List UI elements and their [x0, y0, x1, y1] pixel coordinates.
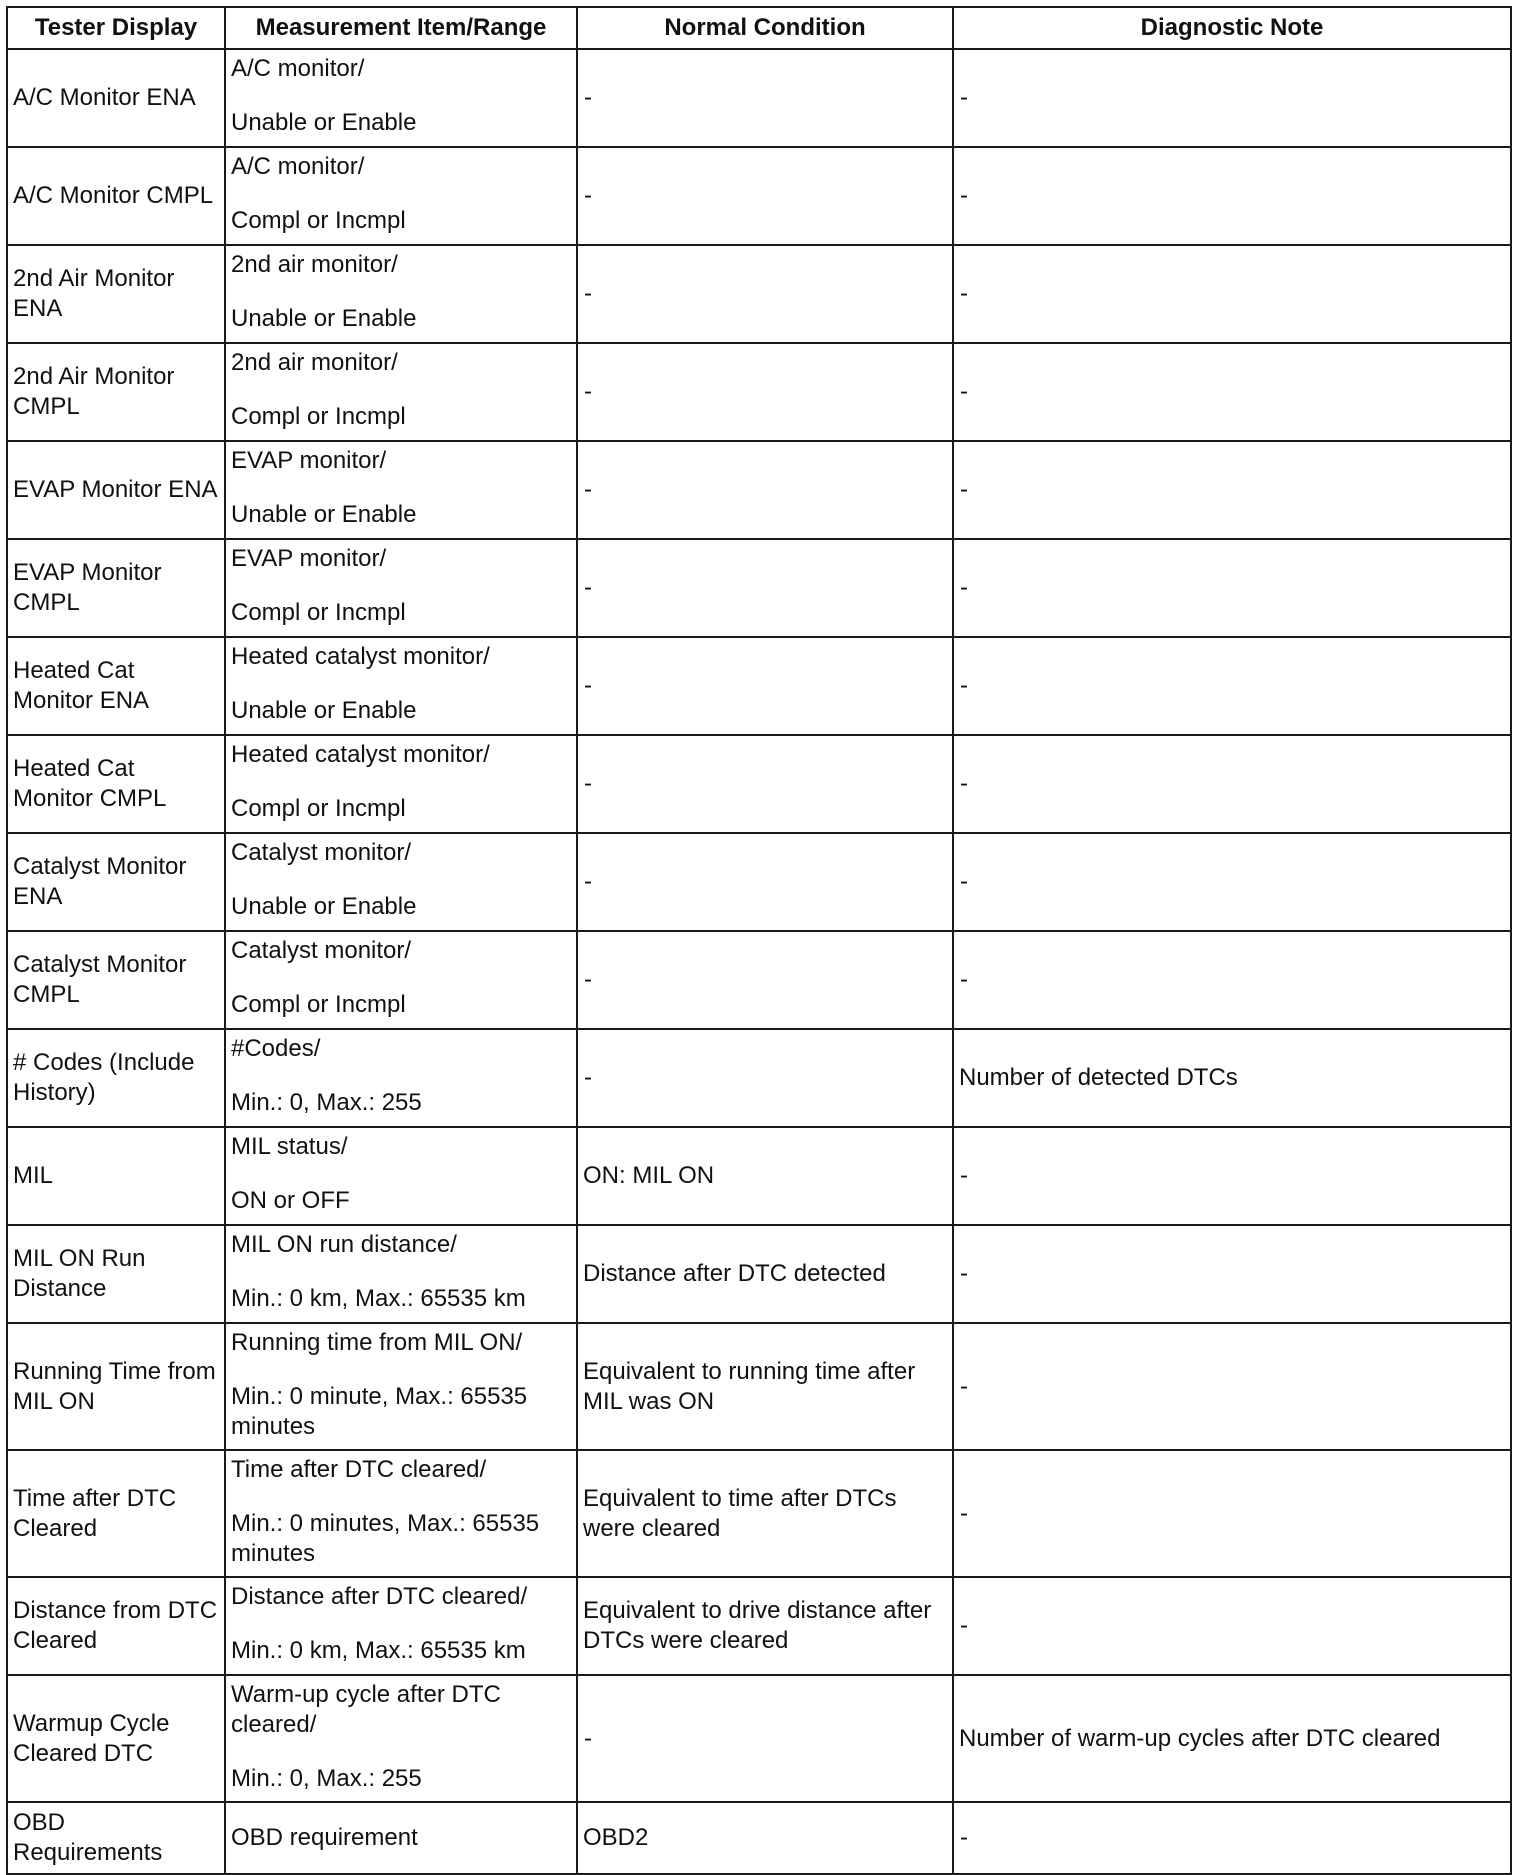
measurement-item: EVAP monitor/	[231, 447, 387, 474]
cell-diagnostic-note: -	[953, 1225, 1511, 1323]
cell-measurement-item-range	[225, 1225, 577, 1323]
table-row	[7, 931, 1511, 1029]
cell-measurement-item-range	[225, 343, 577, 441]
cell-tester-display: Warmup Cycle Cleared DTC	[7, 1675, 225, 1802]
cell-diagnostic-note: -	[953, 441, 1511, 539]
measurement-range: Min.: 0 km, Max.: 65535 km	[231, 1637, 526, 1664]
table-row	[7, 1225, 1511, 1323]
measurement-item: A/C monitor/	[231, 153, 365, 180]
table-row	[7, 441, 1511, 539]
measurement-item: Distance after DTC cleared/	[231, 1583, 528, 1610]
cell-measurement-item-range	[225, 1675, 577, 1802]
cell-measurement-item-range	[225, 1127, 577, 1225]
table-row	[7, 1802, 1511, 1874]
cell-tester-display: A/C Monitor ENA	[7, 49, 225, 147]
cell-diagnostic-note: -	[953, 147, 1511, 245]
cell-normal-condition: Distance after DTC detected	[577, 1225, 953, 1323]
cell-measurement-item-range	[225, 1577, 577, 1675]
cell-tester-display: Catalyst Monitor ENA	[7, 833, 225, 931]
measurement-range: Compl or Incmpl	[231, 403, 406, 430]
cell-measurement-item-range	[225, 147, 577, 245]
measurement-range: Min.: 0, Max.: 255	[231, 1089, 422, 1116]
cell-diagnostic-note: -	[953, 735, 1511, 833]
header-normal-condition: Normal Condition	[577, 7, 953, 49]
cell-diagnostic-note: -	[953, 1802, 1511, 1874]
cell-normal-condition: -	[577, 735, 953, 833]
cell-tester-display: Time after DTC Cleared	[7, 1450, 225, 1577]
cell-diagnostic-note: -	[953, 1577, 1511, 1675]
cell-diagnostic-note: -	[953, 1450, 1511, 1577]
cell-diagnostic-note: -	[953, 49, 1511, 147]
table-row	[7, 1127, 1511, 1225]
cell-tester-display: EVAP Monitor ENA	[7, 441, 225, 539]
table-row	[7, 1323, 1511, 1450]
cell-diagnostic-note: -	[953, 833, 1511, 931]
cell-diagnostic-note: -	[953, 343, 1511, 441]
cell-diagnostic-note: -	[953, 245, 1511, 343]
cell-measurement-item-range	[225, 49, 577, 147]
measurement-range: Unable or Enable	[231, 697, 417, 724]
measurement-range: Unable or Enable	[231, 305, 417, 332]
measurement-item: MIL status/	[231, 1133, 348, 1160]
cell-normal-condition: OBD2	[577, 1802, 953, 1874]
cell-normal-condition: -	[577, 49, 953, 147]
measurement-range: Compl or Incmpl	[231, 991, 406, 1018]
header-diagnostic-note: Diagnostic Note	[953, 7, 1511, 49]
cell-diagnostic-note: -	[953, 1127, 1511, 1225]
measurement-range: Min.: 0 km, Max.: 65535 km	[231, 1285, 526, 1312]
cell-tester-display: A/C Monitor CMPL	[7, 147, 225, 245]
cell-normal-condition: ON: MIL ON	[577, 1127, 953, 1225]
cell-measurement-item-range	[225, 245, 577, 343]
table-row	[7, 1675, 1511, 1802]
measurement-item: Heated catalyst monitor/	[231, 741, 490, 768]
measurement-range: Min.: 0 minutes, Max.: 65535 minutes	[231, 1510, 540, 1567]
cell-diagnostic-note: Number of detected DTCs	[953, 1029, 1511, 1127]
cell-normal-condition: -	[577, 1675, 953, 1802]
table-row	[7, 735, 1511, 833]
cell-normal-condition: -	[577, 245, 953, 343]
cell-tester-display: MIL ON Run Distance	[7, 1225, 225, 1323]
cell-measurement-item-range	[225, 637, 577, 735]
measurement-item: Warm-up cycle after DTC cleared/	[231, 1681, 501, 1738]
cell-measurement-item-range	[225, 1029, 577, 1127]
cell-tester-display: Heated Cat Monitor ENA	[7, 637, 225, 735]
header-measurement-item-range: Measurement Item/Range	[225, 7, 577, 49]
cell-normal-condition: -	[577, 1029, 953, 1127]
measurement-item: 2nd air monitor/	[231, 349, 398, 376]
cell-normal-condition: Equivalent to running time after MIL was ON	[577, 1323, 953, 1450]
table-row	[7, 49, 1511, 147]
measurement-range: Compl or Incmpl	[231, 207, 406, 234]
measurement-item: EVAP monitor/	[231, 545, 387, 572]
cell-normal-condition: Equivalent to drive distance after DTCs were cleared	[577, 1577, 953, 1675]
cell-tester-display: Heated Cat Monitor CMPL	[7, 735, 225, 833]
cell-tester-display: OBD Requirements	[7, 1802, 225, 1874]
cell-tester-display: # Codes (Include History)	[7, 1029, 225, 1127]
cell-measurement-item-range	[225, 1323, 577, 1450]
table-row	[7, 637, 1511, 735]
cell-measurement-item-range	[225, 1450, 577, 1577]
cell-normal-condition: -	[577, 147, 953, 245]
table-row	[7, 147, 1511, 245]
cell-measurement-item-range	[225, 539, 577, 637]
cell-tester-display: Distance from DTC Cleared	[7, 1577, 225, 1675]
cell-tester-display: 2nd Air Monitor CMPL	[7, 343, 225, 441]
measurement-range: Unable or Enable	[231, 501, 417, 528]
cell-diagnostic-note: -	[953, 1323, 1511, 1450]
measurement-range: Unable or Enable	[231, 893, 417, 920]
cell-measurement-item-range	[225, 735, 577, 833]
table-row	[7, 1577, 1511, 1675]
cell-normal-condition: -	[577, 441, 953, 539]
cell-diagnostic-note: Number of warm-up cycles after DTC cleared	[953, 1675, 1511, 1802]
table-row	[7, 343, 1511, 441]
measurement-range: Unable or Enable	[231, 109, 417, 136]
table-row	[7, 1450, 1511, 1577]
measurement-item: Catalyst monitor/	[231, 937, 412, 964]
measurement-range: ON or OFF	[231, 1187, 350, 1214]
table-row	[7, 539, 1511, 637]
measurement-range: Min.: 0 minute, Max.: 65535 minutes	[231, 1383, 528, 1440]
measurement-item: Catalyst monitor/	[231, 839, 412, 866]
cell-normal-condition: Equivalent to time after DTCs were cleared	[577, 1450, 953, 1577]
cell-normal-condition: -	[577, 931, 953, 1029]
table-row	[7, 1029, 1511, 1127]
measurement-range: Compl or Incmpl	[231, 599, 406, 626]
measurement-range: Compl or Incmpl	[231, 795, 406, 822]
cell-normal-condition: -	[577, 637, 953, 735]
cell-tester-display: EVAP Monitor CMPL	[7, 539, 225, 637]
cell-measurement-item-range	[225, 833, 577, 931]
cell-normal-condition: -	[577, 833, 953, 931]
cell-tester-display: Running Time from MIL ON	[7, 1323, 225, 1450]
cell-tester-display: 2nd Air Monitor ENA	[7, 245, 225, 343]
measurement-item: A/C monitor/	[231, 55, 365, 82]
cell-measurement-item-range	[225, 931, 577, 1029]
cell-measurement-item-range	[225, 441, 577, 539]
measurement-range: Min.: 0, Max.: 255	[231, 1765, 422, 1792]
header-row	[7, 7, 1511, 49]
table-body	[7, 49, 1511, 1874]
measurement-item: Running time from MIL ON/	[231, 1329, 523, 1356]
cell-diagnostic-note: -	[953, 931, 1511, 1029]
cell-normal-condition: -	[577, 539, 953, 637]
measurement-item: Time after DTC cleared/	[231, 1456, 487, 1483]
measurement-item: 2nd air monitor/	[231, 251, 398, 278]
cell-measurement-item-range: OBD requirement	[225, 1802, 577, 1874]
measurement-item: MIL ON run distance/	[231, 1231, 457, 1258]
cell-diagnostic-note: -	[953, 539, 1511, 637]
cell-normal-condition: -	[577, 343, 953, 441]
cell-diagnostic-note: -	[953, 637, 1511, 735]
table-row	[7, 245, 1511, 343]
table-row	[7, 833, 1511, 931]
data-list-table	[6, 6, 1512, 1875]
header-tester-display: Tester Display	[7, 7, 225, 49]
cell-tester-display: MIL	[7, 1127, 225, 1225]
measurement-item: Heated catalyst monitor/	[231, 643, 490, 670]
cell-tester-display: Catalyst Monitor CMPL	[7, 931, 225, 1029]
measurement-item: #Codes/	[231, 1035, 321, 1062]
